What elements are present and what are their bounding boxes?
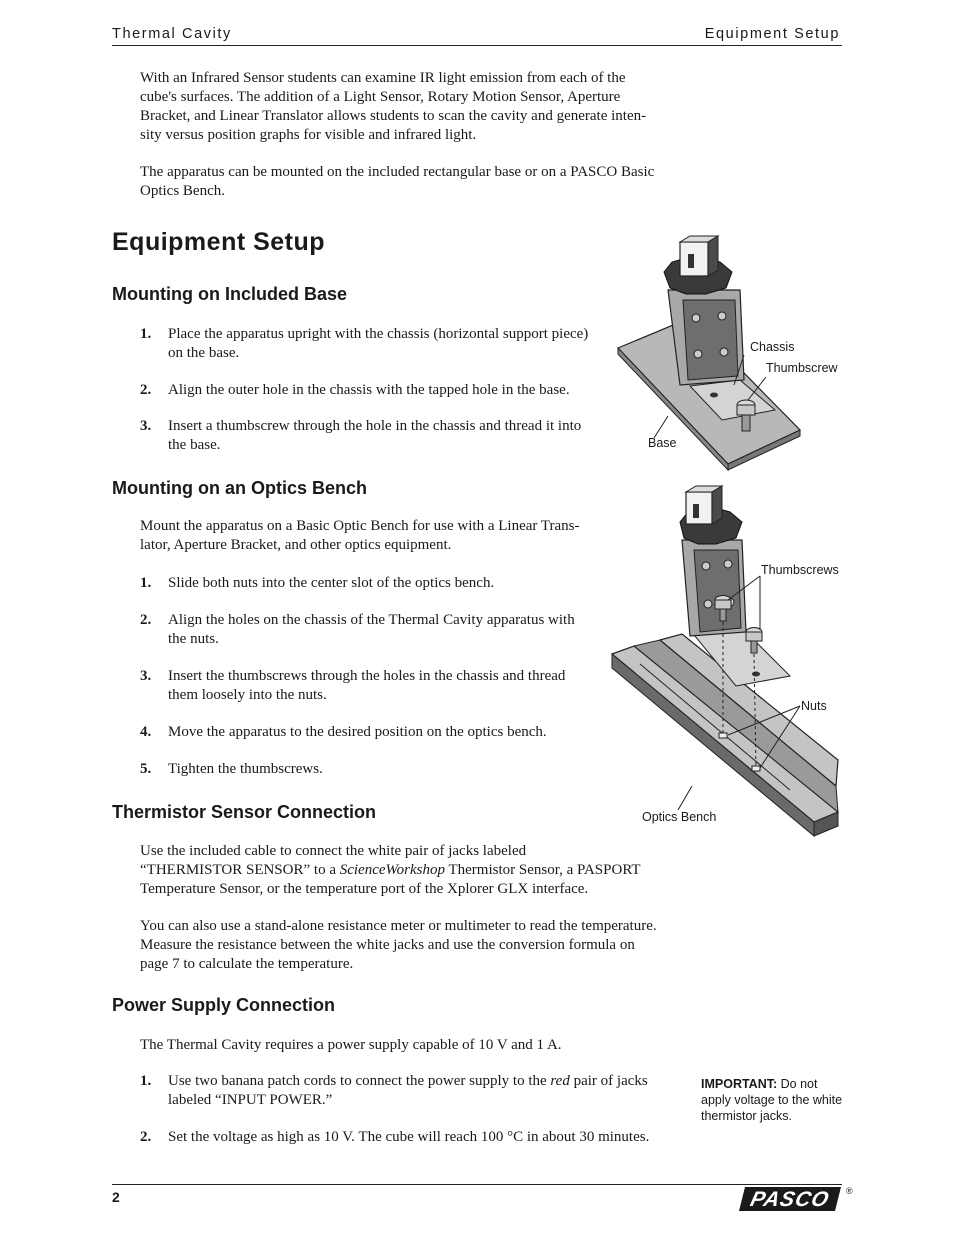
step-number: 3. (140, 418, 152, 434)
footer-rule (112, 1184, 842, 1185)
intro-paragraph-1: With an Infrared Sensor students can examine IR light emission from each of the cube's surfaces. The addition of a Light Sensor, Rotary Motion Sensor, Aperture Bracket, and Linear Translator allows students to scan the cavity and generate inten- sity versus position graphs for visible and infrared light. (140, 70, 647, 143)
power-step-1-text: Use two banana patch cords to connect the power supply to the red pair of jacks labeled “INPUT POWER.” (168, 1073, 648, 1108)
base-step-3-text: Insert a thumbscrew through the hole in the chassis and thread it into the base. (168, 418, 582, 453)
running-header-left: Thermal Cavity (112, 26, 232, 42)
label-thumbscrews: Thumbscrews (761, 563, 839, 577)
step-number: 2. (140, 1129, 152, 1145)
step-number: 1. (140, 575, 152, 591)
base-step-2-text: Align the outer hole in the chassis with the tapped hole in the base. (168, 382, 570, 398)
step-number: 2. (140, 612, 152, 628)
label-chassis: Chassis (750, 340, 795, 354)
power-step-2-text: Set the voltage as high as 10 V. The cube will reach 100 °C in about 30 minutes. (168, 1129, 650, 1145)
thermistor-paragraph-2: You can also use a stand-alone resistance meter or multimeter to read the temperature. Measure the resistance between the white jacks and use the conversion formula on page 7 to calculate the temperature. (140, 918, 657, 972)
bench-intro-paragraph: Mount the apparatus on a Basic Optic Bench for use with a Linear Trans- lator, Aperture Bracket, and other optics equipment. (140, 518, 580, 553)
running-header-right: Equipment Setup (704, 26, 840, 42)
step-number: 1. (140, 326, 152, 342)
important-note: IMPORTANT: Do not apply voltage to the white thermistor jacks. (701, 1077, 843, 1123)
label-optics-bench: Optics Bench (642, 810, 717, 824)
page-number: 2 (112, 1189, 120, 1205)
label-thumbscrew: Thumbscrew (766, 361, 838, 375)
heading-power-supply: Power Supply Connection (112, 995, 336, 1015)
pasco-logo (739, 1187, 841, 1211)
heading-mounting-base: Mounting on Included Base (112, 284, 347, 304)
intro-paragraph-2: The apparatus can be mounted on the included rectangular base or on a PASCO Basic Optics Bench. (140, 164, 655, 199)
bench-step-3-text: Insert the thumbscrews through the holes in the chassis and thread them loosely into the nuts. (168, 668, 566, 703)
heading-thermistor: Thermistor Sensor Connection (112, 802, 377, 822)
registered-mark: ® (846, 1186, 853, 1196)
heading-mounting-bench: Mounting on an Optics Bench (112, 478, 367, 498)
thermistor-paragraph-1: Use the included cable to connect the white pair of jacks labeled “THERMISTOR SENSOR” to a ScienceWorkshop Thermistor Sensor, a PASPORT Temperature Sensor, or the temperature port of the Xplorer GLX interface. (140, 843, 641, 897)
step-number: 4. (140, 724, 152, 740)
bench-step-1-text: Slide both nuts into the center slot of the optics bench. (168, 575, 495, 591)
step-number: 3. (140, 668, 152, 684)
bench-step-5-text: Tighten the thumbscrews. (168, 761, 323, 777)
base-step-1-text: Place the apparatus upright with the chassis (horizontal support piece) on the base. (168, 326, 589, 361)
logo-text: PASCO (747, 1188, 832, 1211)
bench-step-2-text: Align the holes on the chassis of the Thermal Cavity apparatus with the nuts. (168, 612, 575, 647)
step-number: 5. (140, 761, 152, 777)
label-nuts: Nuts (801, 699, 827, 713)
step-number: 2. (140, 382, 152, 398)
section-title: Equipment Setup (112, 228, 326, 256)
step-number: 1. (140, 1073, 152, 1089)
label-base: Base (648, 436, 677, 450)
power-paragraph: The Thermal Cavity requires a power supply capable of 10 V and 1 A. (140, 1037, 562, 1053)
bench-step-4-text: Move the apparatus to the desired position on the optics bench. (168, 724, 547, 740)
